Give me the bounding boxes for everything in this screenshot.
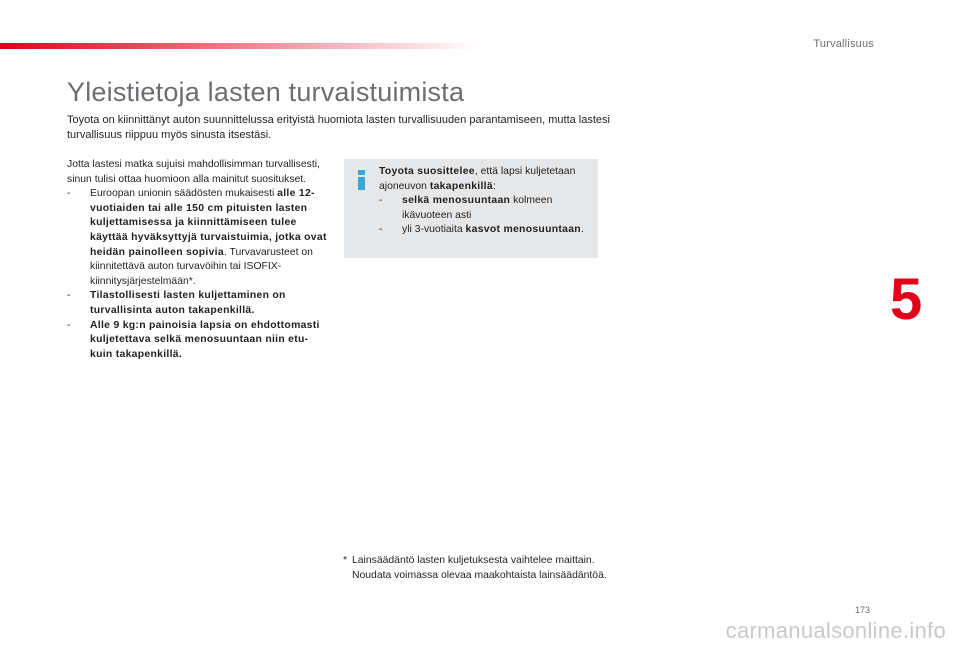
footnote — [343, 554, 613, 583]
info-lead-normal: : — [492, 180, 496, 192]
bullet-text — [90, 187, 327, 289]
bullet-text-normal: . Turvavarusteet on kiinnitettävä auton turvavöihin tai ISOFIX-kiinnitysjärjestelmään*. — [90, 246, 313, 287]
info-lead-bold: takapenkillä — [429, 180, 493, 192]
list-item — [67, 187, 327, 289]
footnote-text: Lainsäädäntö lasten kuljetuksesta vaihtelee maittain. Noudata voimassa olevaa maakohtaista lainsäädäntöä. — [352, 555, 607, 581]
bullet-dash: - — [67, 188, 71, 200]
bullet-text-normal: Euroopan unionin säädösten mukaisesti — [90, 188, 278, 200]
bullet-dash: - — [67, 319, 71, 331]
list-item — [67, 289, 327, 318]
bullet-text — [402, 194, 591, 223]
list-item — [67, 319, 327, 363]
chapter-number: 5 — [890, 267, 923, 332]
recommendations-column — [67, 158, 327, 362]
header-accent-bar — [0, 43, 480, 49]
watermark: carmanualsonline.info — [725, 618, 946, 643]
bullet-text — [402, 223, 591, 238]
bullet-text-bold: alle 12-vuotiaiden tai alle 150 cm pituisten lasten kuljettamisessa ja kiinnittämiseen tulee käyttää hyväksyttyjä turvaistuimia, jotka ovat heidän painolleen sopivia — [90, 188, 327, 258]
info-lead-bold: Toyota suosittelee — [379, 166, 475, 177]
page-title: Yleistietoja lasten turvaistuimista — [67, 77, 465, 107]
bullet-text-bold: kasvot menosuuntaan — [465, 224, 581, 236]
bullet-dash: - — [379, 195, 383, 207]
page-number: 173 — [854, 605, 870, 615]
info-text — [379, 165, 591, 238]
bullet-text-bold: Alle 9 kg:n painoisia lapsia on ehdottomasti kuljetettava selkä menosuuntaan niin etu- kuin takapenkillä. — [90, 319, 320, 360]
recommendations-lead: Jotta lastesi matka sujuisi mahdollisimman turvallisesti, sinun tulisi ottaa huomioon alla mainitut suositukset. — [67, 159, 320, 185]
info-lead-normal: , että lapsi kuljetetaan ajoneuvon — [379, 166, 576, 192]
bullet-text-bold: Tilastollisesti lasten kuljettaminen on turvallisinta auton takapenkillä. — [90, 290, 286, 316]
bullet-text-normal: . — [580, 224, 584, 236]
bullet-dash: - — [67, 290, 71, 302]
bullet-dash: - — [379, 224, 383, 236]
footnote-marker: * — [343, 555, 348, 566]
info-icon — [356, 170, 367, 190]
bullet-text-normal: kolmeen ikävuoteen asti — [402, 195, 553, 221]
section-name: Turvallisuus — [813, 38, 874, 50]
bullet-text-normal: yli 3-vuotiaita — [402, 224, 466, 236]
bullet-text-bold: selkä menosuuntaan — [402, 195, 511, 207]
info-lead — [379, 165, 591, 194]
list-item — [379, 194, 591, 223]
info-box — [344, 159, 598, 258]
list-item — [379, 223, 591, 238]
intro-paragraph: Toyota on kiinnittänyt auton suunnittelussa erityistä huomiota lasten turvallisuuden parantamiseen, mutta lastesi turvallisuus riippuu myös sinusta itsestäsi. — [67, 114, 610, 141]
